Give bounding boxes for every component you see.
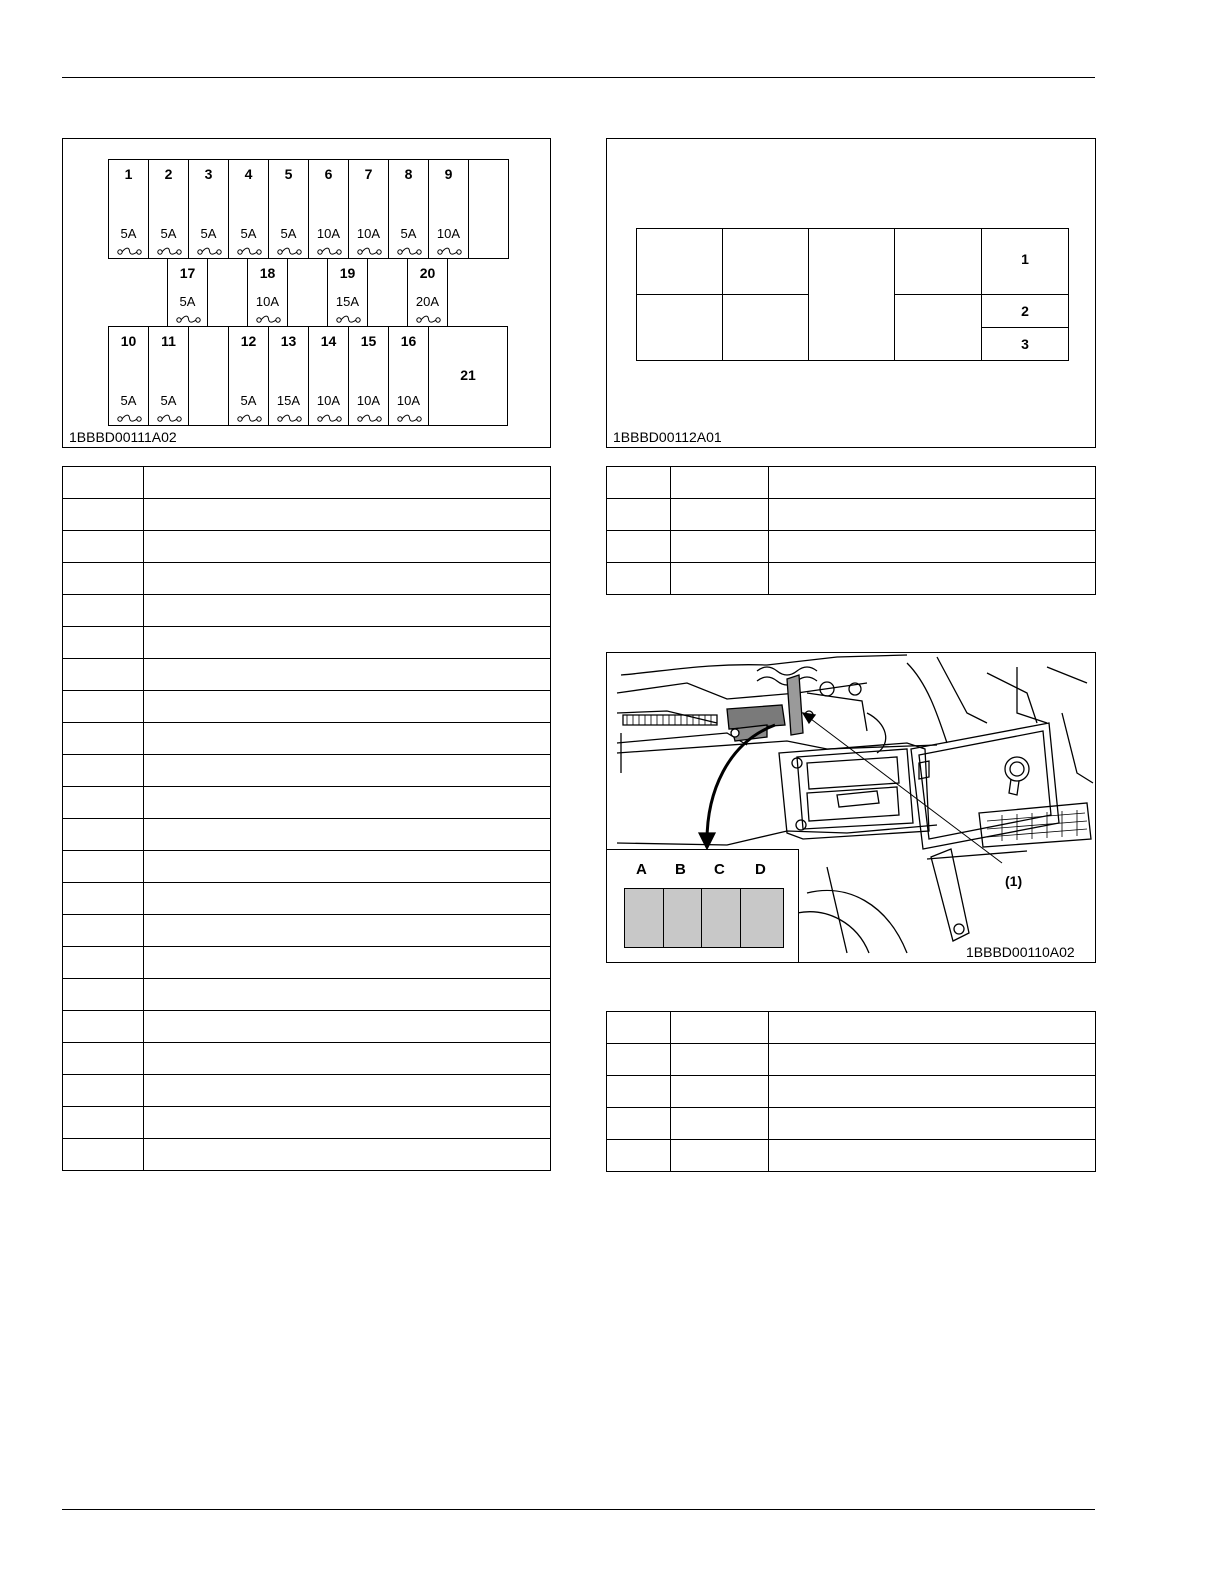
relay-slot [894,294,982,361]
fuse-slot-8 [388,159,429,259]
table-row [63,755,551,787]
table-cell [670,1108,769,1140]
fuse-symbol-icon [336,311,361,321]
fuse-slot-16 [388,326,429,426]
fuse-symbol-icon [317,410,342,420]
fuse-rating: 20A [415,294,440,309]
fuse-symbol-icon [157,243,182,253]
table-cell [607,1140,671,1172]
fuse-slot-17 [167,258,208,327]
fuse-rating: 5A [240,393,257,408]
fuse-letter-c: C [714,861,725,878]
table-cell [670,531,769,563]
fuse-slot-1 [108,159,149,259]
fuse-rating: 5A [200,226,217,241]
fuse-slot-7 [348,159,389,259]
slow-blow-fuse-c [701,888,741,948]
fuse-legend-table [62,466,551,1171]
table-row [63,499,551,531]
fuse-symbol-icon [256,311,281,321]
table-cell [143,755,550,787]
fuse-layout [63,139,550,447]
fuse-number: 7 [364,166,373,182]
table-cell [143,1043,550,1075]
fuse-slot-empty [468,159,509,259]
fuse-symbol-icon [317,243,342,253]
fuse-rating: 5A [120,393,137,408]
fuse-symbol-icon [397,410,422,420]
table-row [63,595,551,627]
table-cell [63,531,144,563]
table-cell [670,1140,769,1172]
table-row [607,1140,1096,1172]
table-row [607,467,1096,499]
table-cell [143,1107,550,1139]
fuse-symbol-icon [397,243,422,253]
fuse-number: 2 [164,166,173,182]
table-row [63,467,551,499]
table-row [63,723,551,755]
table-cell [63,1139,144,1171]
table-row [607,1076,1096,1108]
table-cell [143,915,550,947]
table-cell [63,691,144,723]
relay-slot-large [808,228,895,361]
fuse-symbol-icon [157,410,182,420]
table-row [63,627,551,659]
slow-blow-fuse-figure [606,652,1096,963]
fuse-slot-20 [407,258,448,327]
fuse-symbol-icon [437,243,462,253]
relay-slot [722,294,809,361]
table-cell [670,563,769,595]
fuse-rating: 5A [400,226,417,241]
table-row [63,1139,551,1171]
table-cell [63,915,144,947]
table-cell [607,1076,671,1108]
table-cell [670,1076,769,1108]
header-rule [62,77,1095,78]
fuse-slot-3 [188,159,229,259]
table-cell [769,1012,1096,1044]
table-cell [63,1011,144,1043]
relay-label: 2 [1021,303,1029,319]
fuse-number: 19 [339,265,356,281]
table-cell [143,979,550,1011]
table-row [607,499,1096,531]
table-cell [63,659,144,691]
table-row [63,947,551,979]
fuse-rating: 10A [356,226,381,241]
fuse-number: 11 [161,333,176,349]
fuse-slot-21 [428,326,508,426]
fuse-rating: 10A [316,393,341,408]
table-cell [143,659,550,691]
fuse-slot-5 [268,159,309,259]
fuse-rating: 5A [160,226,177,241]
table-row [607,563,1096,595]
fuse-symbol-icon [277,410,302,420]
table-cell [670,1044,769,1076]
fuse-letter-b: B [675,861,686,878]
fuse-number: 3 [204,166,213,182]
relay-slot [894,228,982,295]
relay-slot-3 [981,327,1069,361]
table-cell [607,1108,671,1140]
table-cell [143,563,550,595]
table-cell [769,1108,1096,1140]
fuse-rating: 10A [316,226,341,241]
table-cell [143,883,550,915]
fuse-number: 18 [259,265,276,281]
relay-slot-2 [981,294,1069,328]
table-cell [63,851,144,883]
fuse-number: 4 [244,166,253,182]
fuse-number: 9 [444,166,453,182]
fuse-rating: 5A [120,226,137,241]
table-cell [670,1012,769,1044]
table-cell [143,1011,550,1043]
fuse-slot-14 [308,326,349,426]
slow-blow-fuse-d [740,888,784,948]
fuse-number: 10 [120,333,137,349]
table-row [607,1108,1096,1140]
fuse-number: 16 [400,333,417,349]
table-cell [63,947,144,979]
table-cell [63,595,144,627]
fuse-rating: 10A [255,294,280,309]
fuse-slot-4 [228,159,269,259]
fuse-letter-a: A [636,861,647,878]
fuse-rating: 10A [356,393,381,408]
fuse-symbol-icon [357,243,382,253]
table-cell [769,467,1096,499]
fuse-number: 6 [324,166,333,182]
table-row [63,659,551,691]
table-row [63,531,551,563]
table-row [63,915,551,947]
table-cell [769,531,1096,563]
table-cell [769,499,1096,531]
fuse-slot-11 [148,326,189,426]
fuse-rating: 15A [276,393,301,408]
fuse-number: 14 [320,333,337,349]
table-row [607,1012,1096,1044]
fuse-number: 5 [284,166,293,182]
fuse-rating: 5A [179,294,196,309]
table-cell [143,499,550,531]
relay-label: 3 [1021,336,1029,352]
table-cell [63,499,144,531]
relay-legend-table [606,466,1096,595]
relay-box-figure [606,138,1096,448]
fuse-symbol-icon [416,311,441,321]
fuse-slot-12 [228,326,269,426]
table-cell [670,467,769,499]
fuse-symbol-icon [117,243,142,253]
table-row [63,1107,551,1139]
figure-id: 1BBBD00110A02 [966,944,1075,960]
slow-blow-fuse-b [663,888,702,948]
table-cell [607,531,671,563]
fuse-symbol-icon [237,410,262,420]
fuse-slot-19 [327,258,368,327]
table-cell [607,467,671,499]
table-row [63,883,551,915]
table-cell [63,723,144,755]
table-cell [607,499,671,531]
table-cell [63,979,144,1011]
table-cell [143,1075,550,1107]
relay-slot [636,294,723,361]
fuse-symbol-icon [117,410,142,420]
table-cell [63,787,144,819]
fuse-rating: 15A [335,294,360,309]
table-cell [63,1107,144,1139]
fuse-letter-d: D [755,861,766,878]
table-cell [63,819,144,851]
fuse-slot-2 [148,159,189,259]
fuse-symbol-icon [197,243,222,253]
fuse-rating: 10A [396,393,421,408]
table-cell [670,499,769,531]
table-cell [63,1075,144,1107]
relay-slot-1 [981,228,1069,295]
table-cell [143,851,550,883]
table-cell [63,563,144,595]
table-cell [63,1043,144,1075]
figure-id: 1BBBD00111A02 [69,429,177,445]
table-row [63,1043,551,1075]
table-cell [607,1044,671,1076]
table-row [63,1011,551,1043]
table-row [63,1075,551,1107]
table-row [63,787,551,819]
fuse-slot-18 [247,258,288,327]
table-cell [143,595,550,627]
figure-id: 1BBBD00112A01 [613,429,722,445]
table-cell [769,1044,1096,1076]
fuse-number: 1 [124,166,133,182]
table-cell [63,755,144,787]
table-row [63,691,551,723]
table-row [607,1044,1096,1076]
callout-label: (1) [1005,873,1023,889]
relay-label: 1 [1021,251,1029,267]
relay-slot [636,228,723,295]
fuse-number: 15 [360,333,377,349]
fuse-symbol-icon [277,243,302,253]
fuse-rating: 10A [436,226,461,241]
fuse-number: 12 [240,333,257,349]
table-cell [143,531,550,563]
fuse-symbol-icon [357,410,382,420]
table-cell [143,947,550,979]
table-row [63,851,551,883]
footer-rule [62,1509,1095,1510]
fuse-slot-9 [428,159,469,259]
fuse-number: 13 [280,333,297,349]
table-cell [769,1140,1096,1172]
table-cell [63,627,144,659]
slow-blow-legend-table [606,1011,1096,1172]
fuse-number: 8 [404,166,413,182]
table-row [63,563,551,595]
table-cell [143,1139,550,1171]
table-cell [143,691,550,723]
fuse-symbol-icon [237,243,262,253]
table-row [607,531,1096,563]
table-cell [143,627,550,659]
fuse-slot-6 [308,159,349,259]
table-cell [143,787,550,819]
fuse-rating: 5A [240,226,257,241]
table-cell [607,1012,671,1044]
table-row [63,979,551,1011]
fuse-slot-15 [348,326,389,426]
fuse-box-figure [62,138,551,448]
fuse-number: 21 [460,367,476,383]
table-cell [143,819,550,851]
table-cell [769,563,1096,595]
table-cell [607,563,671,595]
table-cell [63,883,144,915]
fuse-slot-10 [108,326,149,426]
table-cell [769,1076,1096,1108]
relay-slot [722,228,809,295]
fuse-symbol-icon [176,311,201,321]
slow-blow-fuse-a [624,888,664,948]
fuse-rating: 5A [160,393,177,408]
fuse-slot-13 [268,326,309,426]
fuse-inset [607,849,799,963]
table-cell [143,467,550,499]
table-cell [63,467,144,499]
table-cell [143,723,550,755]
table-row [63,819,551,851]
fuse-slot-empty [188,326,229,426]
fuse-number: 20 [419,265,436,281]
fuse-rating: 5A [280,226,297,241]
fuse-number: 17 [179,265,196,281]
